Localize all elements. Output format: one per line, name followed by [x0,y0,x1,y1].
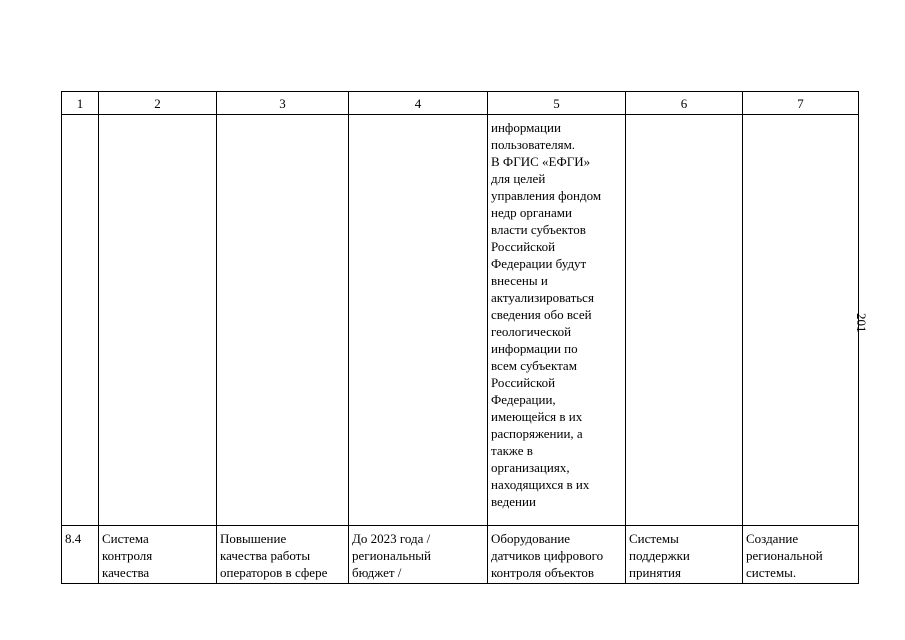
header-cell-2: 2 [99,92,217,115]
header-cell-5: 5 [488,92,626,115]
table-row [62,115,859,526]
table-cell [99,115,217,526]
table-cell [217,115,349,526]
document-table [61,91,859,584]
table-cell [349,115,488,526]
table-cell: Системы поддержки принятия [626,526,743,584]
header-cell-1: 1 [62,92,99,115]
page-number: 201 [854,313,869,333]
header-cell-6: 6 [626,92,743,115]
table-row [62,526,859,584]
table-cell: Оборудование датчиков цифрового контроля объектов [488,526,626,584]
table-cell: 8.4 [62,526,99,584]
table-cell [62,115,99,526]
table-cell [743,115,859,526]
table-cell: Повышение качества работы операторов в сфере [217,526,349,584]
table-cell: Система контроля качества [99,526,217,584]
header-cell-7: 7 [743,92,859,115]
table-cell: Создание региональной системы. [743,526,859,584]
table-header-row [62,92,859,115]
header-cell-4: 4 [349,92,488,115]
table-cell: информации пользователям. В ФГИС «ЕФГИ» для целей управления фондом недр органами власти субъектов Российской Федерации будут внесены и актуализироваться сведения обо всей геологической информации по всем субъектам Российской Федерации, имеющейся в их распоряжении, а также в организациях, находящихся в их ведении [488,115,626,526]
header-cell-3: 3 [217,92,349,115]
table-cell [626,115,743,526]
table-cell: До 2023 года / региональный бюджет / [349,526,488,584]
